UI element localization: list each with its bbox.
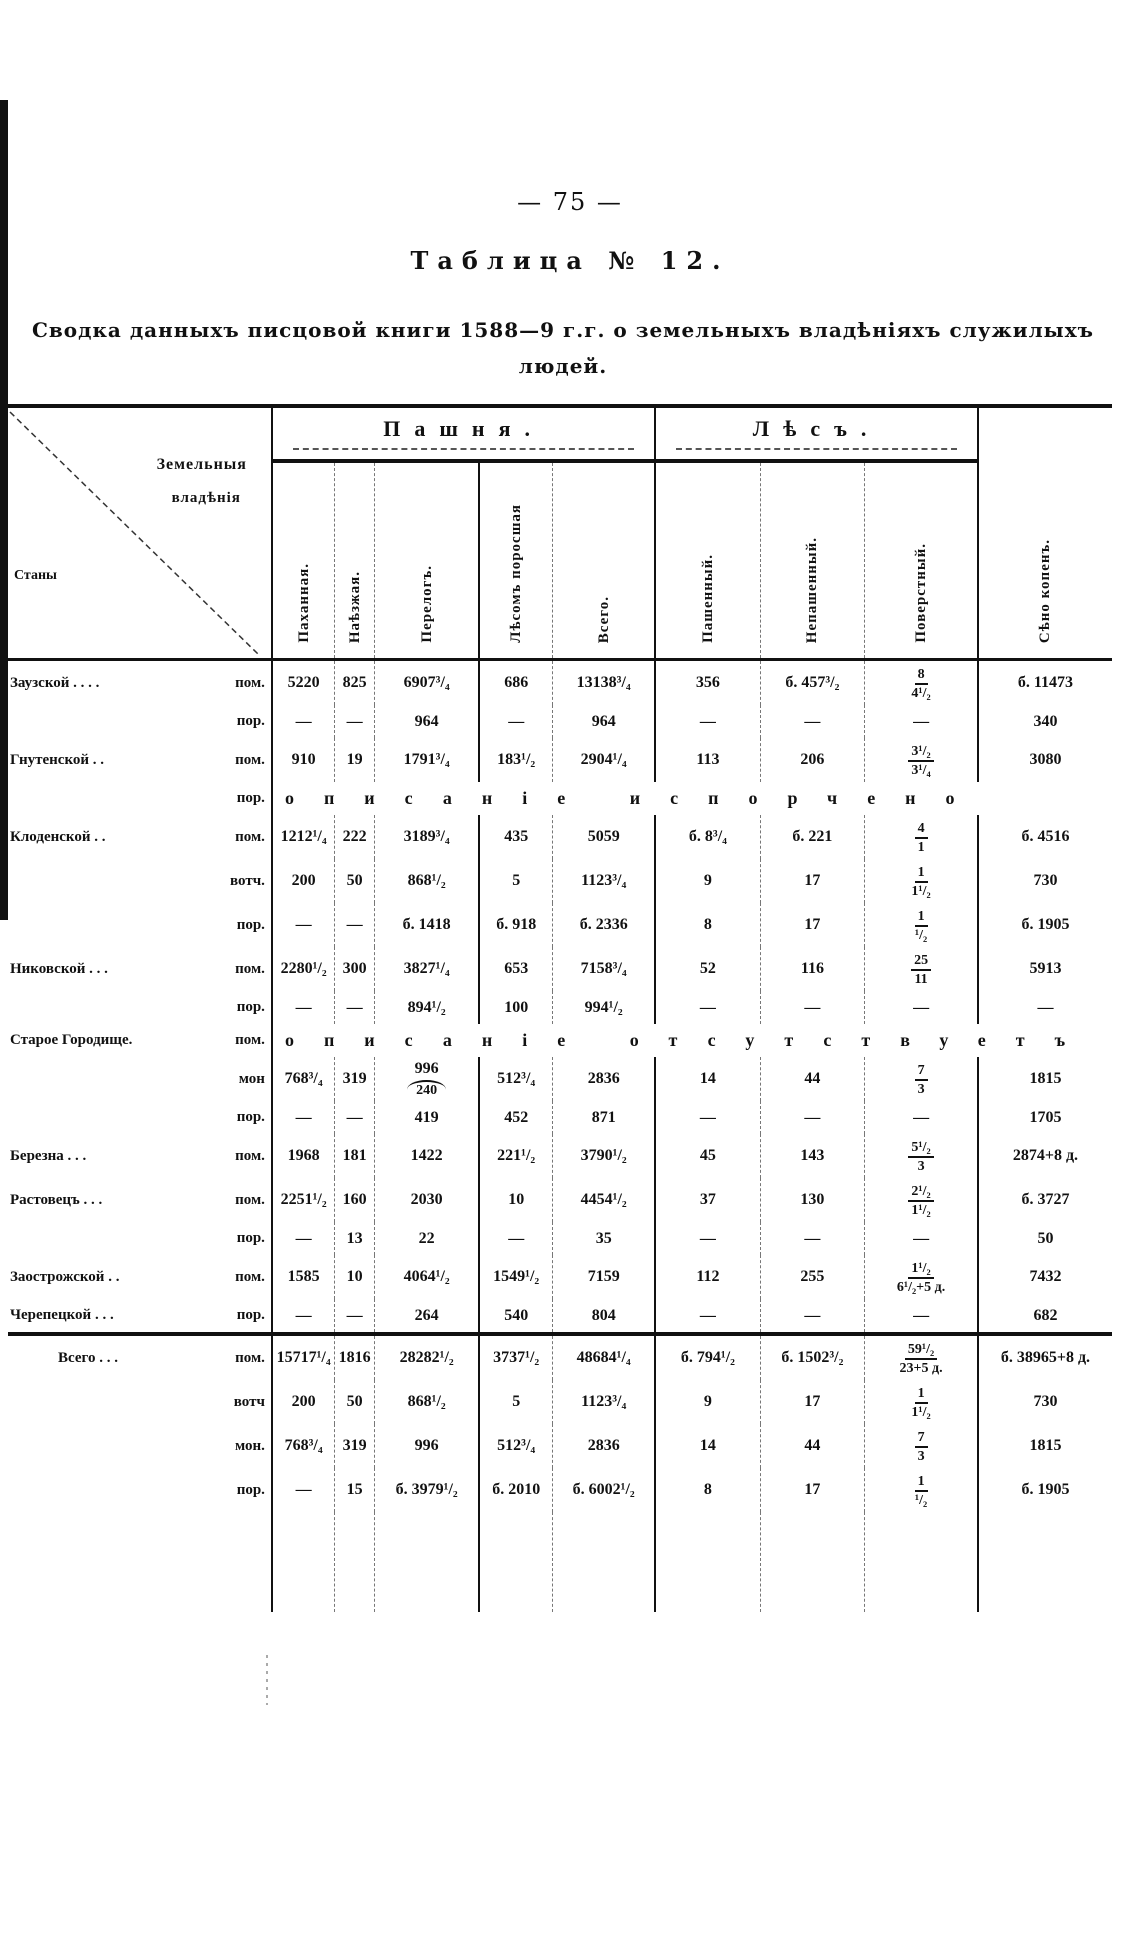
value-cell (865, 660, 978, 706)
stan-name: Старое Городище. (10, 1032, 133, 1048)
value-cell: 319 (335, 1424, 375, 1468)
value-cell: 768³/₄ (272, 1057, 335, 1101)
value-cell: 871 (553, 1101, 656, 1134)
blank-row (8, 1512, 1112, 1612)
fraction-value: $\frac{1}{\text{1¹/₂}}$ (911, 864, 931, 899)
value-cell: — (272, 1101, 335, 1134)
value-cell: 3827¹/₄ (375, 947, 480, 991)
value-cell (865, 1057, 978, 1101)
totals-row (8, 1424, 1112, 1468)
header-col-perelog: Перелогъ. (375, 461, 480, 660)
value-cell: 2836 (553, 1424, 656, 1468)
value-cell: 3080 (978, 738, 1112, 782)
value-cell: 10 (479, 1178, 552, 1222)
header-corner-cell (8, 406, 272, 660)
value-cell: 1422 (375, 1134, 480, 1178)
value-cell: — (479, 1222, 552, 1255)
value-cell: б. 8³/₄ (655, 815, 760, 859)
value-cell: 17 (760, 1468, 865, 1512)
fraction-value: $\frac{7}{3}$ (915, 1062, 928, 1098)
value-cell: 1705 (978, 1101, 1112, 1134)
value-cell: 4064¹/₂ (375, 1255, 480, 1299)
value-cell: 9 (655, 859, 760, 903)
value-cell: 28282¹/₂ (375, 1334, 480, 1380)
value-cell: б. 4516 (978, 815, 1112, 859)
spread-note: описаніе испорчено (272, 782, 1112, 815)
value-cell: — (865, 1101, 978, 1134)
value-cell: б. 1905 (978, 1468, 1112, 1512)
header-group-les: Лѣсъ. (655, 406, 978, 461)
value-cell (865, 1380, 978, 1424)
page-number: — 75 — (517, 188, 623, 216)
totals-row (8, 1334, 1112, 1380)
stan-name (8, 859, 207, 903)
header-col-naezzhaya: Наѣзжая. (335, 461, 375, 660)
value-cell: 50 (335, 1380, 375, 1424)
value-cell: 356 (655, 660, 760, 706)
holding-category: пор. (236, 1481, 265, 1498)
table-row (8, 1024, 1112, 1057)
value-cell: 17 (760, 1380, 865, 1424)
header-col-pashennyi: Пашенный. (655, 461, 760, 660)
value-cell: 17 (760, 903, 865, 947)
holding-category: пом. (235, 1147, 265, 1164)
value-cell: б. 38965+8 д. (978, 1334, 1112, 1380)
value-cell: — (865, 705, 978, 738)
holding-category: пом. (235, 751, 265, 768)
value-cell: 2904¹/₄ (553, 738, 656, 782)
table-row (8, 738, 1112, 782)
land-holdings-table (8, 404, 1112, 1612)
value-cell: 130 (760, 1178, 865, 1222)
value-cell: — (760, 705, 865, 738)
fraction-value: $\frac{\text{3¹/₂}}{\text{3¹/₄}}$ (908, 743, 933, 779)
value-cell: 2836 (553, 1057, 656, 1101)
header-col-seno: Сѣно копенъ. (978, 406, 1112, 660)
blank-cell (375, 1512, 480, 1612)
value-cell: 200 (272, 859, 335, 903)
value-cell: — (272, 1222, 335, 1255)
value-cell: 730 (978, 1380, 1112, 1424)
totals-label (8, 1424, 207, 1468)
fraction-value: $\frac{1}{\text{1¹/₂}}$ (911, 1385, 931, 1420)
brace-sum: 240 (407, 1080, 446, 1099)
value-cell: 996 (375, 1424, 480, 1468)
left-edge-scan-mark (0, 100, 8, 920)
fraction-value: $\frac{8}{\text{4¹/₂}}$ (911, 666, 931, 701)
value-cell: 5059 (553, 815, 656, 859)
corner-label-top-2: владѣнія (171, 490, 241, 506)
blank-cell (865, 1512, 978, 1612)
value-cell: 653 (479, 947, 552, 991)
table-row (8, 1101, 1112, 1134)
caption-line-2: людей. (518, 354, 608, 378)
value-cell: — (335, 1101, 375, 1134)
value-cell: — (272, 903, 335, 947)
value-cell: 8 (655, 1468, 760, 1512)
value-cell: 964 (553, 705, 656, 738)
value-cell: 1212¹/₄ (272, 815, 335, 859)
value-cell: 255 (760, 1255, 865, 1299)
value-cell: б. 1905 (978, 903, 1112, 947)
holding-category: пом. (235, 1032, 265, 1048)
value-cell: — (655, 1222, 760, 1255)
value-cell: 5220 (272, 660, 335, 706)
totals-row (8, 1468, 1112, 1512)
value-cell: 200 (272, 1380, 335, 1424)
value-cell: 50 (335, 859, 375, 903)
value-cell: 22 (375, 1222, 480, 1255)
value-cell: 452 (479, 1101, 552, 1134)
holding-category: пор. (236, 999, 265, 1015)
table-row (8, 1057, 1112, 1101)
table-row (8, 1178, 1112, 1222)
stan-name: Заострожской . . (10, 1268, 120, 1285)
value-cell: 14 (655, 1424, 760, 1468)
value-cell (375, 1057, 480, 1101)
value-cell: 5 (479, 1380, 552, 1424)
stan-name (8, 1057, 207, 1101)
stan-name: Клоденской . . (10, 828, 106, 845)
value-cell: 6907³/₄ (375, 660, 480, 706)
table-row (8, 1134, 1112, 1178)
corner-label-stany: Станы (14, 568, 57, 583)
value-cell (865, 859, 978, 903)
value-cell: 206 (760, 738, 865, 782)
table-row (8, 947, 1112, 991)
value-cell: — (335, 1299, 375, 1334)
stan-name: Гнутенской . . (10, 751, 105, 768)
value-cell: 319 (335, 1057, 375, 1101)
blank-cell (335, 1512, 375, 1612)
value-cell: 964 (375, 705, 480, 738)
value-cell: 682 (978, 1299, 1112, 1334)
blank-cell (8, 1512, 207, 1612)
stan-name: Заузской . . . . (10, 674, 100, 691)
value-cell (865, 1334, 978, 1380)
value-cell: 3790¹/₂ (553, 1134, 656, 1178)
value-cell: б. 11473 (978, 660, 1112, 706)
holding-category: вотч. (230, 872, 265, 889)
value-cell: б. 221 (760, 815, 865, 859)
holding-category: пом. (235, 960, 265, 977)
value-cell (865, 1134, 978, 1178)
value-cell: 1968 (272, 1134, 335, 1178)
value-cell: — (655, 991, 760, 1024)
value-cell: 768³/₄ (272, 1424, 335, 1468)
value-cell: 8 (655, 903, 760, 947)
value-cell (865, 1178, 978, 1222)
value-cell: 340 (978, 705, 1112, 738)
stan-name (8, 991, 207, 1024)
fraction-value: $\frac{25}{11}$ (911, 952, 931, 988)
table-row (8, 660, 1112, 706)
value-cell: — (865, 1222, 978, 1255)
stan-name (8, 1101, 207, 1134)
holding-category: вотч (233, 1393, 265, 1410)
value-cell: 435 (479, 815, 552, 859)
value-cell: — (865, 1299, 978, 1334)
value-cell: 50 (978, 1222, 1112, 1255)
stan-name (8, 782, 207, 815)
value-cell: 804 (553, 1299, 656, 1334)
spread-note: описаніе отсутствуетъ (272, 1024, 1112, 1057)
value-cell: 540 (479, 1299, 552, 1334)
stan-name: Черепецкой . . . (10, 1307, 114, 1323)
stan-name (8, 1222, 207, 1255)
holding-category: пор. (236, 916, 265, 933)
value-cell: 100 (479, 991, 552, 1024)
value-cell: — (272, 991, 335, 1024)
value-cell: б. 2010 (479, 1468, 552, 1512)
holding-category: пор. (236, 1109, 265, 1125)
stan-name (8, 705, 207, 738)
stan-name (8, 903, 207, 947)
value-cell: 1815 (978, 1424, 1112, 1468)
value-cell: — (978, 991, 1112, 1024)
value-cell: 17 (760, 859, 865, 903)
value-cell (865, 738, 978, 782)
value-cell: 44 (760, 1424, 865, 1468)
corner-diagonal-line (8, 408, 260, 658)
value-cell: 15 (335, 1468, 375, 1512)
value-cell: 1791³/₄ (375, 738, 480, 782)
header-col-lesom-porosshaya: Лѣсомъ поросшая (479, 461, 552, 660)
value-cell (865, 1255, 978, 1299)
fraction-value: $\frac{\text{5¹/₂}}{3}$ (908, 1139, 933, 1175)
value-perelog: 996 (414, 1059, 439, 1077)
group-underline (676, 448, 957, 450)
value-cell: 3737¹/₂ (479, 1334, 552, 1380)
value-cell: 2280¹/₂ (272, 947, 335, 991)
value-cell: 19 (335, 738, 375, 782)
value-cell: 2030 (375, 1178, 480, 1222)
value-cell: 264 (375, 1299, 480, 1334)
value-cell: 5 (479, 859, 552, 903)
value-cell: б. 1418 (375, 903, 480, 947)
blank-cell (479, 1512, 552, 1612)
value-cell: 13138³/₄ (553, 660, 656, 706)
table-row (8, 991, 1112, 1024)
value-cell: 222 (335, 815, 375, 859)
value-cell: — (655, 1101, 760, 1134)
value-cell: — (760, 1299, 865, 1334)
fraction-value: $\frac{1}{\text{¹/₂}}$ (914, 908, 928, 943)
value-cell: — (335, 903, 375, 947)
header-col-vsego: Всего. (553, 461, 656, 660)
value-cell: 994¹/₂ (553, 991, 656, 1024)
value-cell: 143 (760, 1134, 865, 1178)
value-cell: 35 (553, 1222, 656, 1255)
value-cell (865, 1468, 978, 1512)
table-row (8, 1222, 1112, 1255)
value-cell: 14 (655, 1057, 760, 1101)
fraction-value: $\frac{4}{1}$ (915, 820, 928, 856)
value-cell: 44 (760, 1057, 865, 1101)
blank-cell (978, 1512, 1112, 1612)
fraction-value: $\frac{\text{1¹/₂}}{\text{6¹/₂+5 д.}}$ (896, 1260, 946, 1295)
value-cell: 221¹/₂ (479, 1134, 552, 1178)
value-cell: 9 (655, 1380, 760, 1424)
value-cell: 1549¹/₂ (479, 1255, 552, 1299)
value-cell: 2251¹/₂ (272, 1178, 335, 1222)
value-cell: 1815 (978, 1057, 1112, 1101)
holding-category: пор. (236, 713, 265, 729)
holding-category: мон (238, 1070, 265, 1087)
value-cell: 730 (978, 859, 1112, 903)
holding-category: пом. (235, 1268, 265, 1285)
value-cell: б. 794¹/₂ (655, 1334, 760, 1380)
value-cell: б. 918 (479, 903, 552, 947)
totals-label (8, 1468, 207, 1512)
value-cell: 894¹/₂ (375, 991, 480, 1024)
holding-category: пом. (235, 1191, 265, 1208)
value-cell: — (760, 1101, 865, 1134)
table-row (8, 815, 1112, 859)
value-cell: — (760, 1222, 865, 1255)
fraction-value: $\frac{\text{2¹/₂}}{\text{1¹/₂}}$ (908, 1183, 933, 1219)
value-cell: 1585 (272, 1255, 335, 1299)
value-cell: 1123³/₄ (553, 1380, 656, 1424)
table-row (8, 1255, 1112, 1299)
value-cell: 419 (375, 1101, 480, 1134)
blank-cell (272, 1512, 335, 1612)
value-cell: — (335, 705, 375, 738)
value-cell: 13 (335, 1222, 375, 1255)
header-group-pashnya: Пашня. (272, 406, 655, 461)
value-cell: 10 (335, 1255, 375, 1299)
table-row (8, 859, 1112, 903)
totals-label (8, 1380, 207, 1424)
value-cell: б. 3727 (978, 1178, 1112, 1222)
value-cell: б. 457³/₂ (760, 660, 865, 706)
table-row (8, 903, 1112, 947)
blank-cell (760, 1512, 865, 1612)
value-cell: 48684¹/₄ (553, 1334, 656, 1380)
totals-label: Всего . . . (8, 1334, 207, 1380)
value-cell: 825 (335, 660, 375, 706)
value-cell: 1816 (335, 1334, 375, 1380)
corner-label-top: Земельныя (156, 456, 247, 473)
value-cell: 5913 (978, 947, 1112, 991)
holding-category: пом. (207, 1334, 272, 1380)
dashed-column-tail (266, 1655, 268, 1705)
value-cell: 45 (655, 1134, 760, 1178)
header-col-pakhannaya: Паханная. (272, 461, 335, 660)
table-row (8, 1299, 1112, 1334)
value-cell: 7158³/₄ (553, 947, 656, 991)
holding-category: пом. (235, 674, 265, 691)
value-cell: — (272, 705, 335, 738)
value-cell: 52 (655, 947, 760, 991)
value-cell: 868¹/₂ (375, 1380, 480, 1424)
header-col-poverstnyi: Поверстный. (865, 461, 978, 660)
holding-category: пом. (235, 828, 265, 845)
table-title: Таблица № 12. (410, 246, 730, 275)
value-cell: — (655, 1299, 760, 1334)
value-cell: — (272, 1299, 335, 1334)
value-cell: б. 6002¹/₂ (553, 1468, 656, 1512)
header-col-nepashennyi: Непашенный. (760, 461, 865, 660)
table-caption (8, 312, 1118, 384)
value-cell: — (760, 991, 865, 1024)
value-cell: 512³/₄ (479, 1424, 552, 1468)
value-cell: — (272, 1468, 335, 1512)
value-cell: — (865, 991, 978, 1024)
holding-category: пор. (236, 1307, 265, 1323)
value-cell: 3189³/₄ (375, 815, 480, 859)
holding-category: пор. (236, 790, 265, 806)
stan-name: Березна . . . (10, 1147, 87, 1164)
blank-cell (207, 1512, 272, 1612)
stan-name: Никовской . . . (10, 960, 108, 977)
value-cell: 1123³/₄ (553, 859, 656, 903)
value-cell: 112 (655, 1255, 760, 1299)
value-cell: 4454¹/₂ (553, 1178, 656, 1222)
value-cell: — (335, 991, 375, 1024)
value-cell: — (655, 705, 760, 738)
value-cell: 686 (479, 660, 552, 706)
value-cell: 37 (655, 1178, 760, 1222)
value-cell (865, 903, 978, 947)
table-row (8, 782, 1112, 815)
value-cell (865, 1424, 978, 1468)
value-cell: б. 2336 (553, 903, 656, 947)
value-cell: 300 (335, 947, 375, 991)
value-cell (865, 815, 978, 859)
blank-cell (553, 1512, 656, 1612)
totals-row (8, 1380, 1112, 1424)
table-row (8, 705, 1112, 738)
holding-category: мон. (235, 1437, 265, 1454)
value-cell: 160 (335, 1178, 375, 1222)
value-cell: 113 (655, 738, 760, 782)
fraction-value: $\frac{1}{\text{¹/₂}}$ (914, 1473, 928, 1508)
value-cell: — (479, 705, 552, 738)
value-cell: 116 (760, 947, 865, 991)
value-cell: 181 (335, 1134, 375, 1178)
value-cell: 512³/₄ (479, 1057, 552, 1101)
value-cell: 7432 (978, 1255, 1112, 1299)
value-cell: 183¹/₂ (479, 738, 552, 782)
fraction-value: $\frac{\text{59¹/₂}}{23+5 д.}$ (899, 1341, 943, 1376)
fraction-value: $\frac{7}{3}$ (915, 1429, 928, 1465)
caption-line-1: Сводка данныхъ писцовой книги 1588—9 г.г. о земельныхъ владѣніяхъ служилыхъ (31, 318, 1094, 342)
value-cell (865, 947, 978, 991)
table-body (8, 660, 1112, 1613)
value-cell: 7159 (553, 1255, 656, 1299)
value-cell: 2874+8 д. (978, 1134, 1112, 1178)
blank-cell (655, 1512, 760, 1612)
value-cell: б. 1502³/₂ (760, 1334, 865, 1380)
value-cell: б. 3979¹/₂ (375, 1468, 480, 1512)
value-cell: 15717¹/₄ (272, 1334, 335, 1380)
holding-category: пор. (236, 1230, 265, 1246)
stan-name: Растовецъ . . . (10, 1191, 103, 1208)
value-cell: 868¹/₂ (375, 859, 480, 903)
value-cell: 910 (272, 738, 335, 782)
group-underline (293, 448, 634, 450)
